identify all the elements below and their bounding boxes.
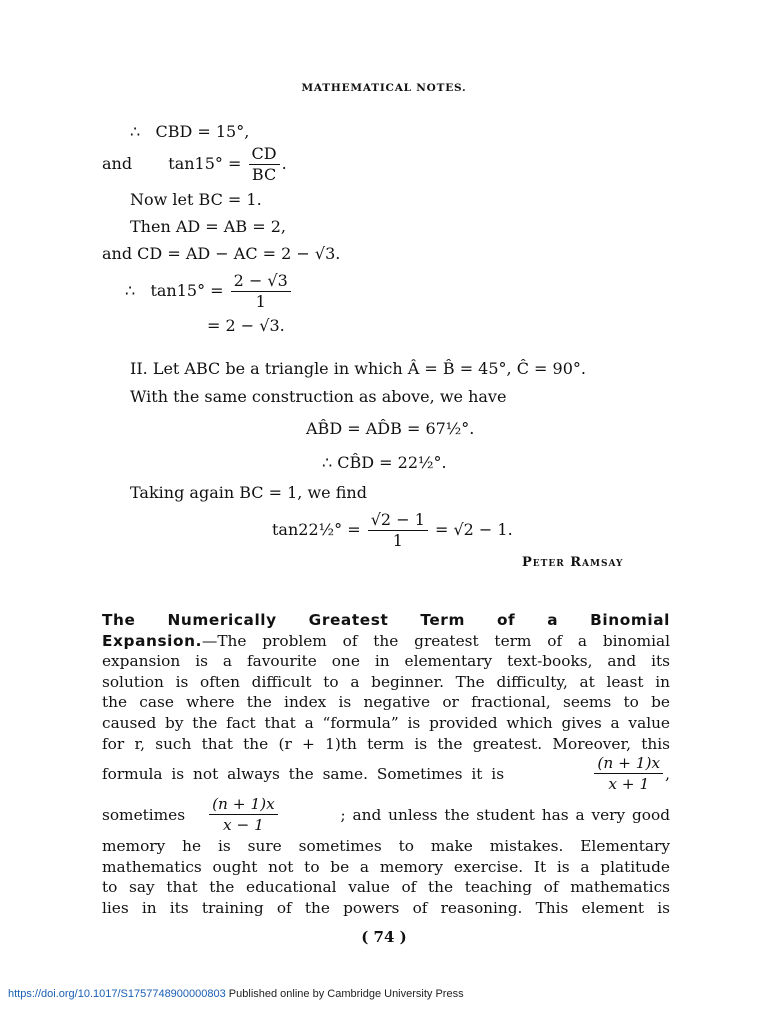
fraction	[249, 145, 280, 184]
fraction-numerator: √2 − 1	[368, 511, 428, 531]
article-line	[102, 631, 670, 652]
article-line: caused by the fact that a “formula” is provided which gives a value	[102, 713, 670, 732]
article-line-formula-2	[102, 795, 670, 834]
fraction-denominator: 1	[255, 292, 266, 311]
fraction-denominator: x − 1	[222, 816, 264, 834]
punctuation: .	[281, 154, 287, 173]
equation-lhs: tan15° =	[168, 154, 242, 173]
fraction-denominator: x + 1	[608, 775, 650, 793]
article-text: formula is not always the same. Sometimes it is	[102, 764, 505, 783]
proof-two-statement: II. Let ABC be a triangle in which Â = B̂ = 45°, Ĉ = 90°.	[130, 359, 586, 378]
conjunction: and	[102, 154, 133, 173]
equation-lhs: tan22½° =	[272, 520, 361, 539]
equation-cbd	[130, 122, 249, 141]
fraction	[231, 272, 291, 311]
fraction	[209, 795, 278, 834]
article-line: expansion is a favourite one in elementary text-books, and its	[102, 652, 670, 671]
footer-citation	[8, 988, 464, 1000]
article-line: for r, such that the (r + 1)th term is the greatest. Moreover, this	[102, 734, 670, 753]
doi-link[interactable]: https://doi.org/10.1017/S1757748900000803	[8, 988, 226, 1000]
article-line: lies in its training of the powers of reasoning. This element is	[102, 898, 670, 917]
fraction-numerator: CD	[249, 145, 280, 165]
article-body	[102, 610, 670, 754]
article-line: mathematics ought not to be a memory exercise. It is a platitude	[102, 857, 670, 876]
article-line: solution is often difficult to a beginner. The difficulty, at least in	[102, 672, 670, 691]
equation-tan15	[102, 145, 287, 184]
equation-simplified: = 2 − √3.	[207, 316, 285, 335]
equation-rhs: = √2 − 1.	[434, 520, 513, 539]
equation-tan15-result	[125, 272, 293, 311]
fraction-denominator: BC	[251, 165, 277, 184]
article-line: to say that the educational value of the teaching of mathematics	[102, 878, 670, 897]
page-number: ( 74 )	[361, 928, 407, 946]
author-signature: Peter Ramsay	[522, 555, 624, 570]
article-line: memory he is sure sometimes to make mistakes. Elementary	[102, 837, 670, 855]
punctuation: ,	[665, 764, 670, 783]
publisher-text: Published online by Cambridge University Press	[225, 988, 464, 1000]
article-title: The Numerically Greatest Term of a Binomial	[102, 611, 670, 629]
equation-cd: and CD = AD − AC = 2 − √3.	[102, 244, 341, 263]
article-line-formula	[102, 754, 670, 793]
fraction-denominator: 1	[392, 531, 403, 550]
fraction	[368, 511, 428, 550]
proof-two-taking: Taking again BC = 1, we find	[130, 483, 367, 502]
fraction	[594, 754, 663, 793]
equation-tan22	[272, 511, 513, 550]
equation-bc: Now let BC = 1.	[130, 190, 262, 209]
equation-lhs: tan15° =	[150, 281, 224, 300]
therefore-symbol: ∴	[130, 122, 141, 141]
running-header: MATHEMATICAL NOTES.	[301, 82, 467, 94]
fraction-numerator: 2 − √3	[231, 272, 291, 292]
proof-two-construction: With the same construction as above, we have	[130, 387, 507, 406]
article-line: the case where the index is negative or fractional, seems to be	[102, 693, 670, 712]
equation-cbd-22: ∴ CB̂D = 22½°.	[322, 453, 447, 472]
article-body-continued	[102, 836, 670, 918]
article-title-end: Expansion.	[102, 631, 203, 650]
fraction-numerator: (n + 1)x	[209, 795, 278, 815]
equation-abd: AB̂D = AD̂B = 67½°.	[306, 419, 475, 438]
article-text: sometimes	[102, 805, 186, 824]
therefore-symbol: ∴	[125, 281, 136, 300]
equation-text: CBD = 15°,	[155, 122, 250, 141]
article-text: ; and unless the student has a very good	[340, 805, 670, 824]
equation-ad: Then AD = AB = 2,	[130, 217, 286, 236]
article-text: —The problem of the greatest term of a binomial	[202, 631, 670, 650]
fraction-numerator: (n + 1)x	[594, 754, 663, 774]
